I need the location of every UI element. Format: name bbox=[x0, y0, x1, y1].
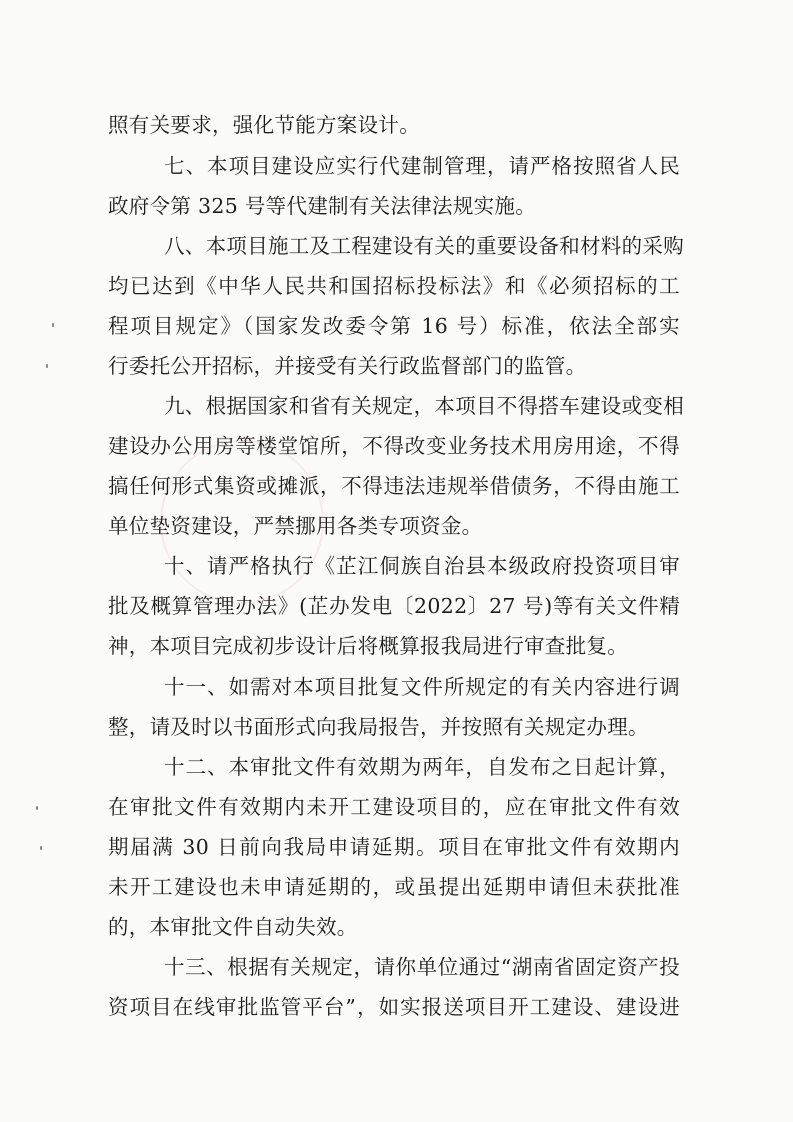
paragraph-line: 的，本审批文件自动失效。 bbox=[108, 915, 358, 939]
paragraph-line: 政府令第 325 号等代建制有关法律法规实施。 bbox=[108, 194, 537, 218]
paragraph-line: 期届满 30 日前向我局申请延期。项目在审批文件有效期内 bbox=[108, 835, 680, 859]
paragraph-line: 资项目在线审批监管平台”，如实报送项目开工建设、建设进 bbox=[108, 995, 680, 1019]
paragraph-line: 程项目规定》（国家发改委令第 16 号）标准，依法全部实 bbox=[108, 314, 680, 338]
paragraph-line: 十一、如需对本项目批复文件所规定的有关内容进行调 bbox=[164, 675, 680, 699]
paragraph-line: 七、本项目建设应实行代建制管理，请严格按照省人民 bbox=[164, 154, 680, 178]
scan-speck bbox=[46, 364, 48, 368]
paragraph-line: 十二、本审批文件有效期为两年，自发布之日起计算， bbox=[164, 755, 680, 779]
paragraph-line: 八、本项目施工及工程建设有关的重要设备和材料的采购 bbox=[164, 234, 684, 258]
paragraph-line: 十三、根据有关规定，请你单位通过“湖南省固定资产投 bbox=[164, 955, 680, 979]
paragraph-line: 搞任何形式集资或摊派，不得违法违规举借债务，不得由施工 bbox=[108, 474, 680, 498]
paragraph-line: 行委托公开招标，并接受有关行政监督部门的监管。 bbox=[108, 354, 587, 378]
paragraph-line: 九、根据国家和省有关规定，本项目不得搭车建设或变相 bbox=[164, 394, 684, 418]
scan-speck bbox=[52, 323, 54, 327]
paragraph-line: 整，请及时以书面形式向我局报告，并按照有关规定办理。 bbox=[108, 715, 649, 739]
paragraph-line: 照有关要求，强化节能方案设计。 bbox=[108, 113, 420, 137]
paragraph-line: 建设办公用房等楼堂馆所，不得改变业务技术用房用途，不得 bbox=[108, 434, 680, 458]
paragraph-line: 批及概算管理办法》(芷办发电〔2022〕27 号)等有关文件精 bbox=[108, 594, 680, 618]
scan-speck bbox=[40, 846, 42, 850]
paragraph-line: 在审批文件有效期内未开工建设项目的，应在审批文件有效 bbox=[108, 795, 680, 819]
scan-speck bbox=[36, 806, 38, 810]
paragraph-line: 单位垫资建设，严禁挪用各类专项资金。 bbox=[108, 514, 483, 538]
paragraph-line: 十、请严格执行《芷江侗族自治县本级政府投资项目审 bbox=[164, 554, 680, 578]
paragraph-line: 神，本项目完成初步设计后将概算报我局进行审查批复。 bbox=[108, 634, 628, 658]
paragraph-line: 均已达到《中华人民共和国招标投标法》和《必须招标的工 bbox=[108, 274, 680, 298]
paragraph-line: 未开工建设也未申请延期的，或虽提出延期申请但未获批准 bbox=[108, 875, 680, 899]
